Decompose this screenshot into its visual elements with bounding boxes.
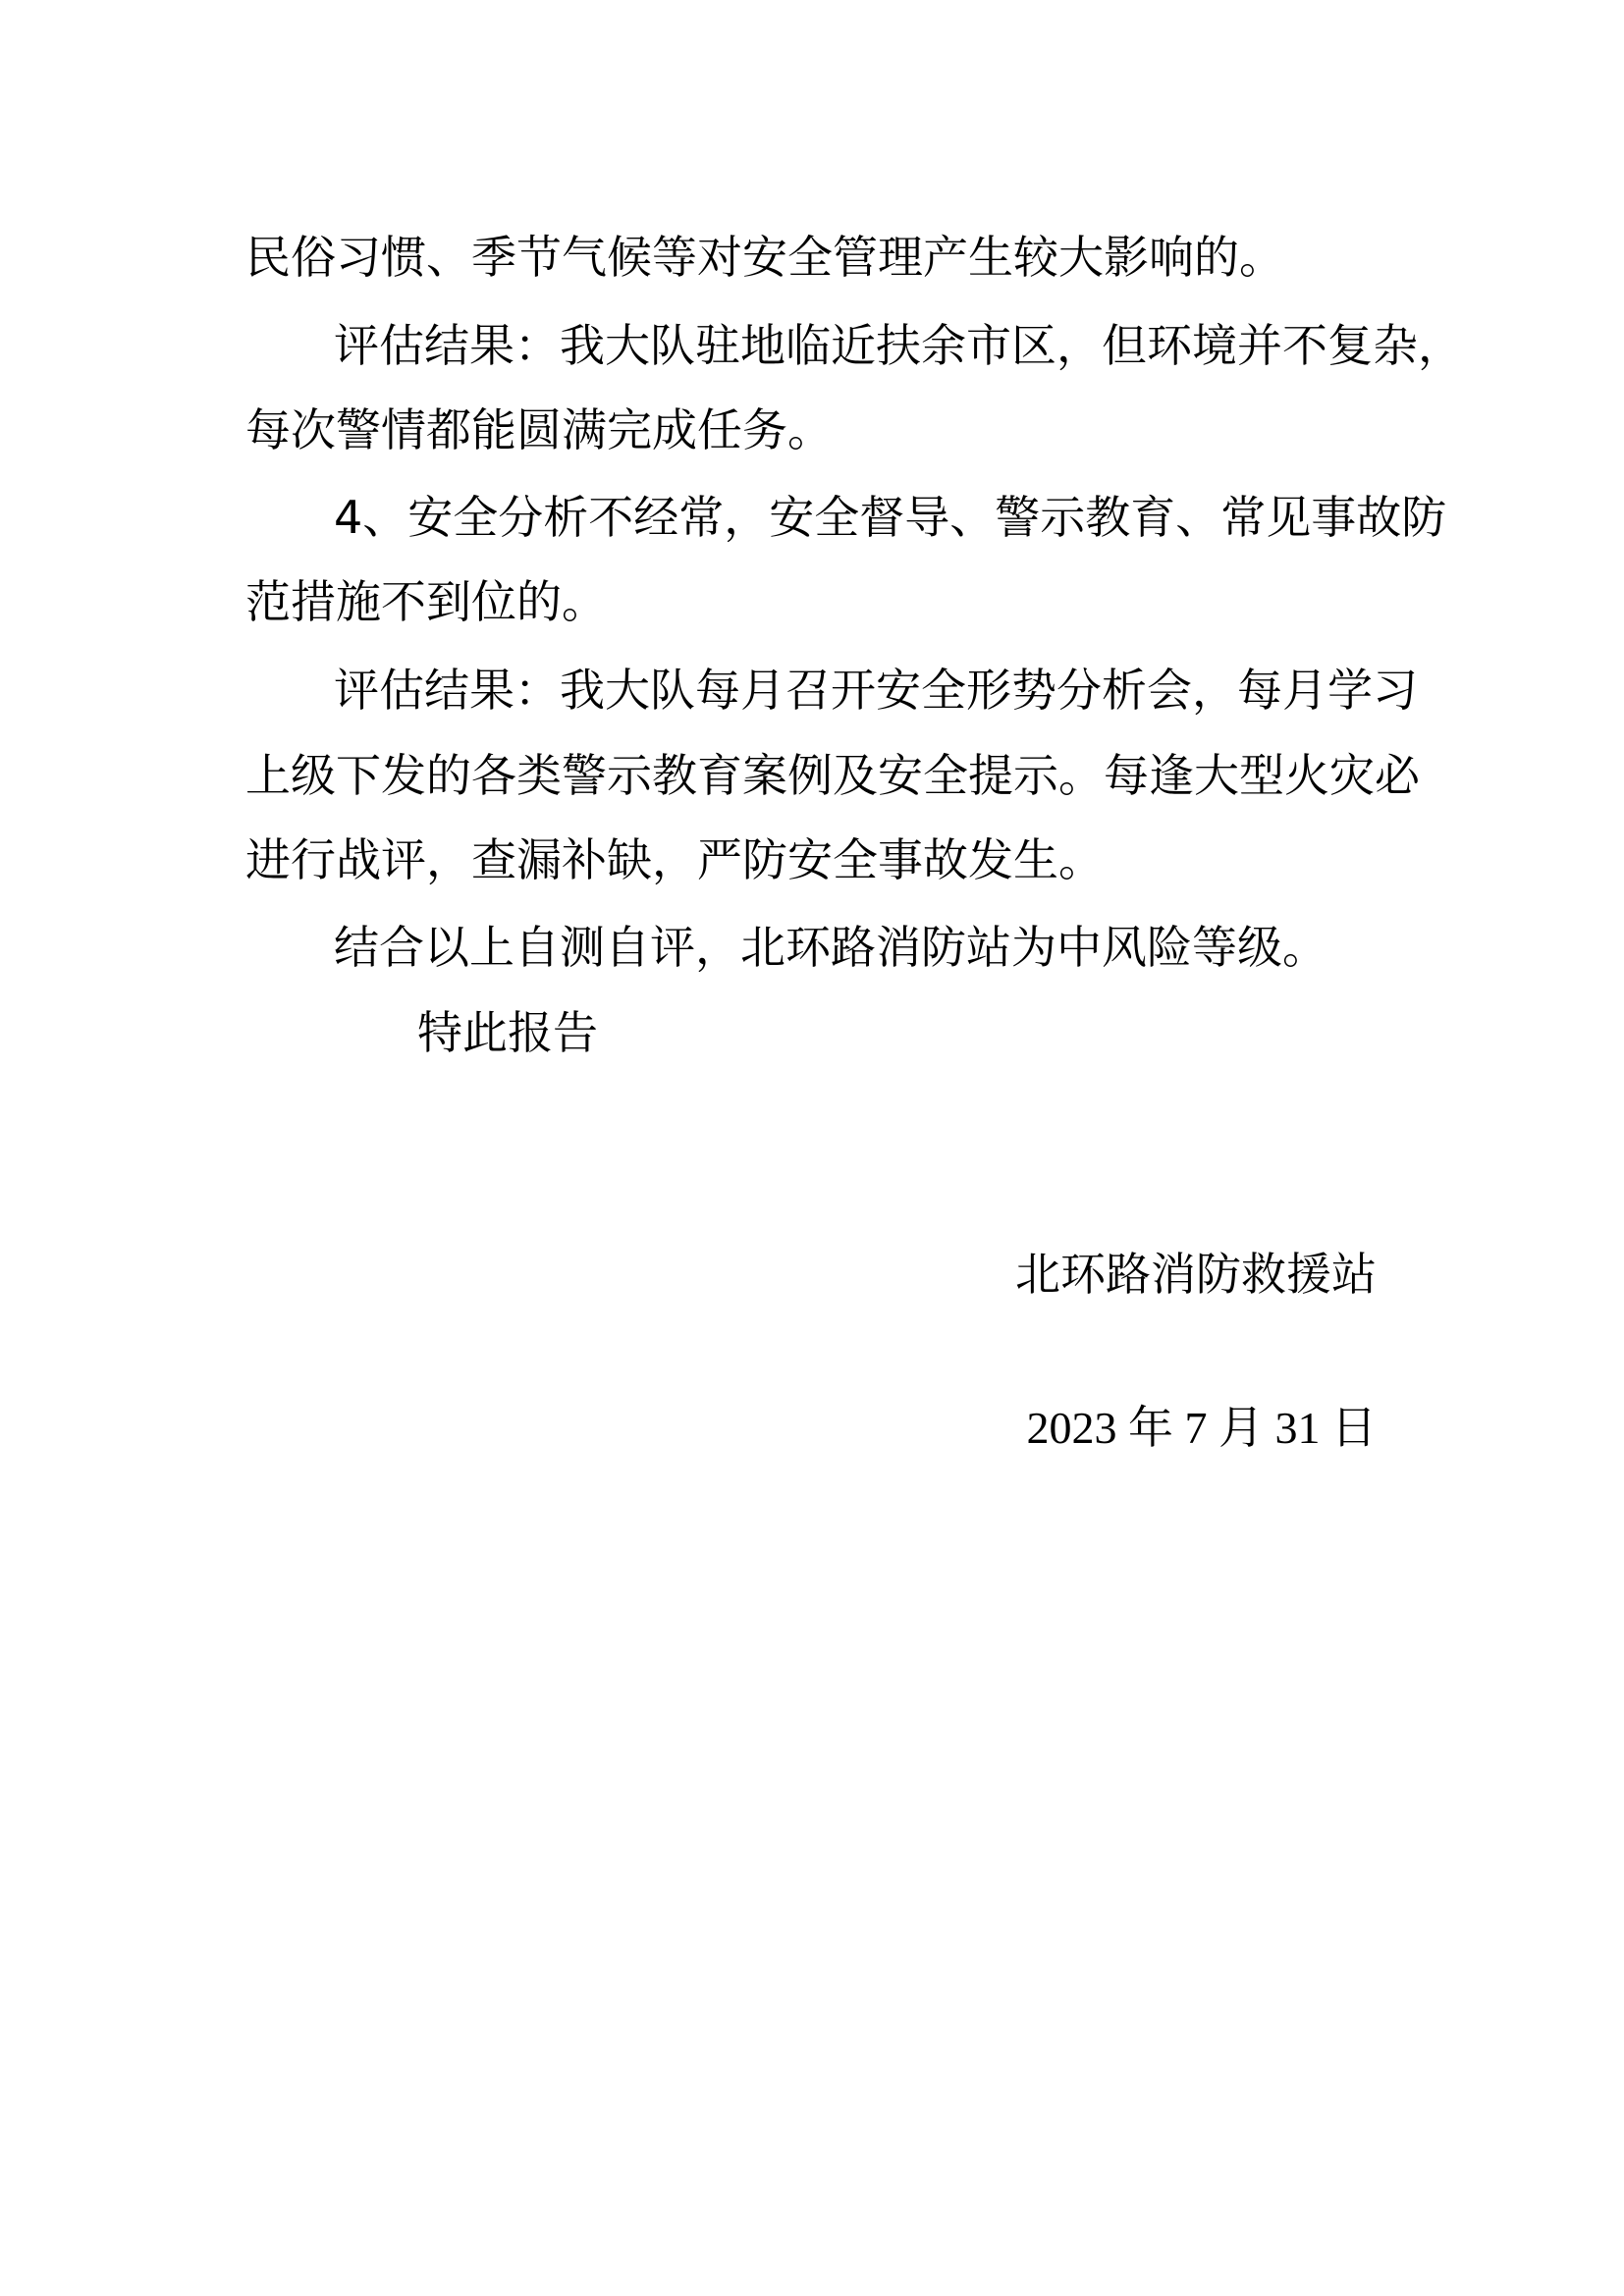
body-line-7: 上级下发的各类警示教育案例及安全提示。每逢大型火灾必: [245, 749, 1420, 802]
body-line-9: 结合以上自测自评，北环路消防站为中风险等级。: [334, 921, 1327, 974]
body-line-6: 评估结果：我大队每月召开安全形势分析会，每月学习: [334, 664, 1418, 717]
date: 2023 年 7 月 31 日: [1026, 1403, 1377, 1453]
body-line-8: 进行战评，查漏补缺，严防安全事故发生。: [245, 833, 1104, 886]
signature: 北环路消防救援站: [1015, 1248, 1377, 1301]
body-line-1: 民俗习惯、季节气候等对安全管理产生较大影响的。: [245, 231, 1284, 284]
body-line-3: 每次警情都能圆满完成任务。: [245, 403, 833, 456]
closing-line: 特此报告: [417, 1006, 598, 1059]
body-line-2: 评估结果：我大队驻地临近扶余市区，但环境并不复杂，: [334, 319, 1463, 372]
body-line-5: 范措施不到位的。: [245, 575, 607, 628]
body-line-4: 4、安全分析不经常，安全督导、警示教育、常见事故防: [334, 491, 1447, 544]
